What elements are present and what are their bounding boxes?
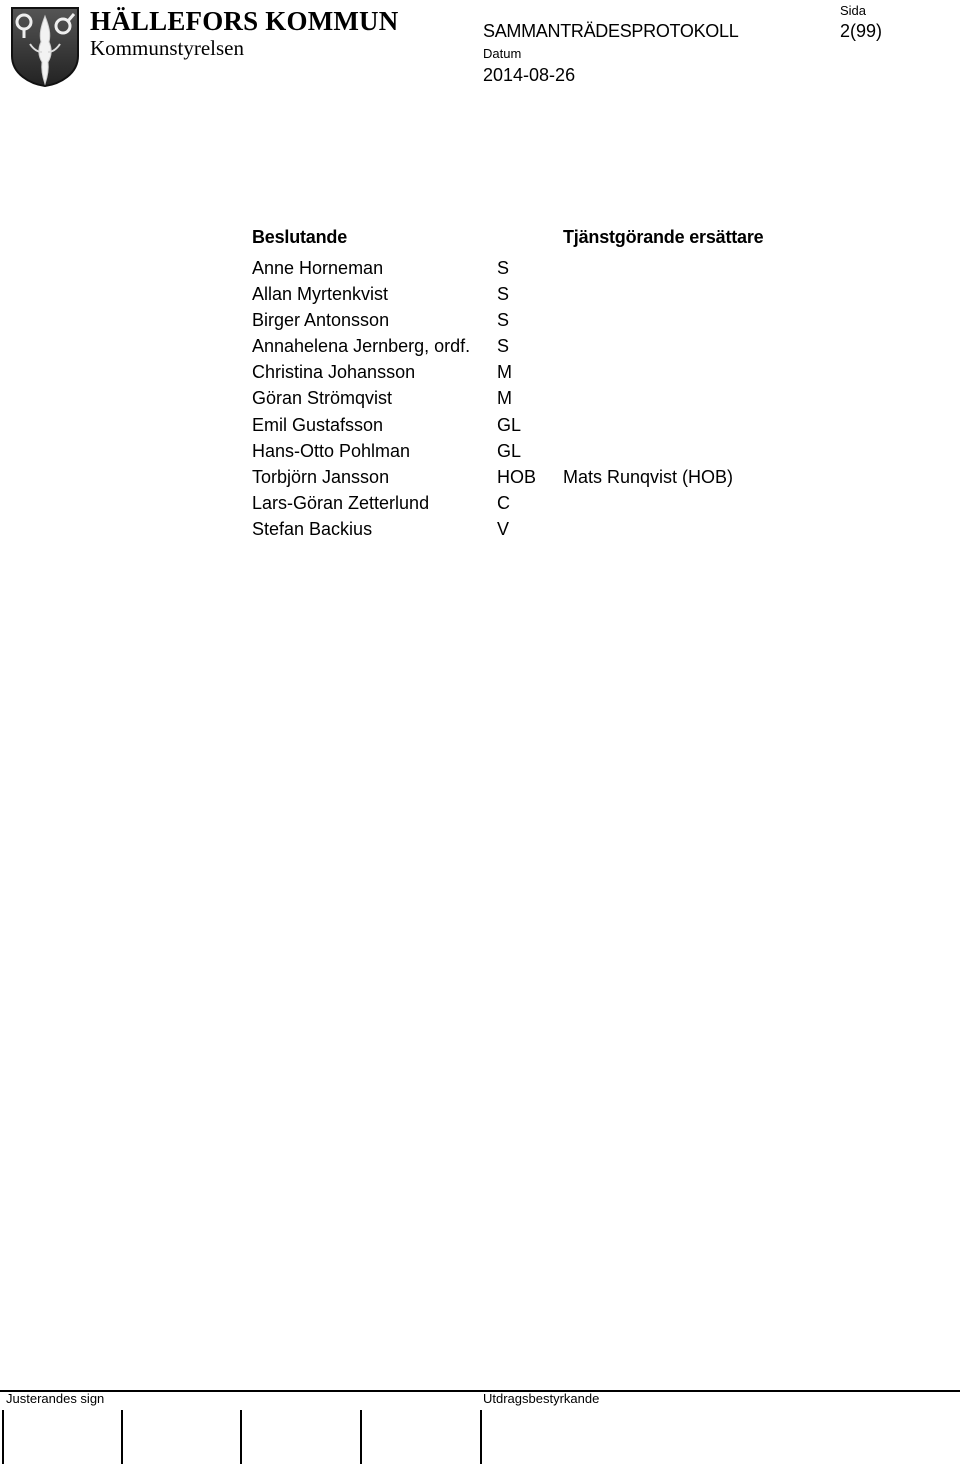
member-party: M xyxy=(497,362,512,383)
member-name: Birger Antonsson xyxy=(252,310,390,331)
organization-unit: Kommunstyrelsen xyxy=(90,36,244,60)
member-party: S xyxy=(497,310,510,331)
member-party: M xyxy=(497,388,512,409)
member-name: Anne Horneman xyxy=(252,258,384,278)
document-title: SAMMANTRÄDESPROTOKOLL xyxy=(483,21,739,41)
member-row xyxy=(252,310,852,336)
member-name: Annahelena Jernberg, ordf. xyxy=(252,336,471,357)
heading-decision-makers: Beslutande xyxy=(252,227,348,247)
member-name: Christina Johansson xyxy=(252,362,416,383)
page-number: 2(99) xyxy=(840,21,883,41)
member-name: Allan Myrtenkvist xyxy=(252,284,389,305)
member-row xyxy=(252,415,852,441)
member-row xyxy=(252,362,852,388)
member-party: C xyxy=(497,492,510,513)
member-party: S xyxy=(497,284,510,305)
document-date: 2014-08-26 xyxy=(483,65,576,85)
member-row xyxy=(252,441,852,467)
member-row xyxy=(252,467,852,493)
signature-box-divider xyxy=(121,1410,123,1464)
member-party: GL xyxy=(497,414,522,435)
signature-box-divider xyxy=(2,1410,4,1464)
member-row xyxy=(252,258,852,284)
member-name: Lars-Göran Zetterlund xyxy=(252,492,430,513)
member-row xyxy=(252,519,852,545)
signature-box-divider xyxy=(480,1410,482,1464)
member-party: S xyxy=(497,336,510,357)
member-row xyxy=(252,336,852,362)
member-name: Göran Strömqvist xyxy=(252,388,393,409)
member-row xyxy=(252,388,852,414)
member-name: Stefan Backius xyxy=(252,518,373,539)
member-party: S xyxy=(497,258,510,278)
member-party: V xyxy=(497,518,510,539)
member-substitute: Mats Runqvist (HOB) xyxy=(563,466,734,487)
member-row xyxy=(252,493,852,519)
extract-certification-label: Utdragsbestyrkande xyxy=(483,1391,600,1406)
member-name: Torbjörn Jansson xyxy=(252,466,390,487)
signature-box-divider xyxy=(360,1410,362,1464)
coat-of-arms-icon xyxy=(8,4,82,88)
heading-substitutes: Tjänstgörande ersättare xyxy=(563,227,764,247)
member-list xyxy=(252,258,852,545)
footer-divider xyxy=(0,1390,960,1392)
member-party: GL xyxy=(497,440,522,461)
signature-box-divider xyxy=(240,1410,242,1464)
adjuster-signature-label: Justerandes sign xyxy=(6,1391,105,1406)
date-label: Datum xyxy=(483,46,522,61)
member-party: HOB xyxy=(497,466,537,487)
member-name: Hans-Otto Pohlman xyxy=(252,440,411,461)
member-name: Emil Gustafsson xyxy=(252,414,384,435)
member-row xyxy=(252,284,852,310)
page-label: Sida xyxy=(840,3,867,18)
municipality-logo xyxy=(8,4,399,88)
organization-name: HÄLLEFORS KOMMUN xyxy=(90,6,399,36)
